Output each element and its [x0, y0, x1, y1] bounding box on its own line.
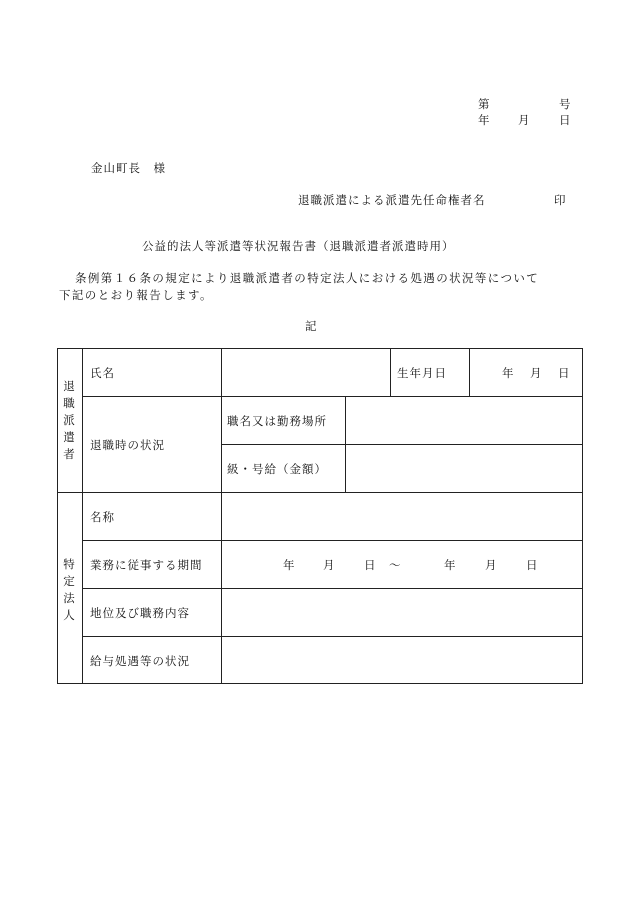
name-input[interactable] [222, 349, 389, 395]
date-day-label: 日 [559, 113, 571, 127]
birth-month-label: 月 [530, 366, 543, 380]
label-char: 者 [63, 447, 75, 461]
corporation-name-label: 名称 [90, 510, 115, 524]
ki-marker: 記 [305, 319, 317, 333]
birth-day-label: 日 [558, 366, 571, 380]
date-year-label: 年 [478, 113, 490, 127]
label-char: 定 [63, 574, 75, 588]
label-char: 法 [63, 591, 75, 605]
intro-line-2: 下記のとおり報告します。 [59, 288, 213, 302]
label-char: 派 [63, 413, 75, 427]
table-border-right [582, 348, 583, 684]
label-char: 退 [63, 379, 75, 393]
position-duties-label: 地位及び職務内容 [90, 606, 190, 620]
sender-label: 退職派遣による派遣先任命権者名 [298, 193, 486, 207]
table-col-divider [82, 348, 83, 684]
number-label-go: 号 [559, 97, 571, 111]
position-duties-input[interactable] [222, 589, 581, 635]
intro-line-1: 条例第１６条の規定により退職派遣者の特定法人における処遇の状況等について [75, 271, 540, 285]
period-start-month: 月 [323, 558, 336, 572]
number-label-dai: 第 [478, 97, 490, 111]
period-end-year: 年 [444, 558, 457, 572]
salary-treatment-input[interactable] [222, 637, 581, 682]
birthdate-label: 生年月日 [397, 366, 447, 380]
salary-treatment-label: 給与処遇等の状況 [90, 654, 190, 668]
label-char: 特 [63, 557, 75, 571]
status-at-retirement-label: 退職時の状況 [90, 438, 165, 452]
grade-salary-label: 級・号給（金額） [227, 462, 327, 476]
period-end-month: 月 [485, 558, 498, 572]
seal-mark: 印 [554, 193, 566, 207]
section-label-specified-corporation [61, 556, 77, 624]
addressee: 金山町長 様 [91, 161, 166, 175]
table-col-divider [469, 348, 470, 396]
period-start-day: 日 [364, 558, 377, 572]
section-label-retired-dispatchee [61, 378, 77, 463]
period-end-day: 日 [526, 558, 539, 572]
table-border-left [57, 348, 58, 684]
position-or-workplace-label: 職名又は勤務場所 [227, 414, 327, 428]
document-title: 公益的法人等派遣等状況報告書（退職派遣者派遣時用） [142, 239, 455, 253]
period-separator: ～ [389, 558, 402, 572]
work-period-label: 業務に従事する期間 [90, 558, 203, 572]
name-label: 氏名 [90, 366, 115, 380]
table-border-bottom [57, 683, 583, 684]
position-input[interactable] [346, 397, 581, 443]
table-col-divider [390, 348, 391, 396]
date-month-label: 月 [518, 113, 530, 127]
birth-year-label: 年 [502, 366, 515, 380]
label-char: 人 [63, 608, 75, 622]
grade-salary-input[interactable] [346, 445, 581, 491]
table-rule [82, 540, 582, 541]
corporation-name-input[interactable] [222, 493, 581, 539]
label-char: 遣 [63, 430, 75, 444]
label-char: 職 [63, 396, 75, 410]
period-start-year: 年 [283, 558, 296, 572]
